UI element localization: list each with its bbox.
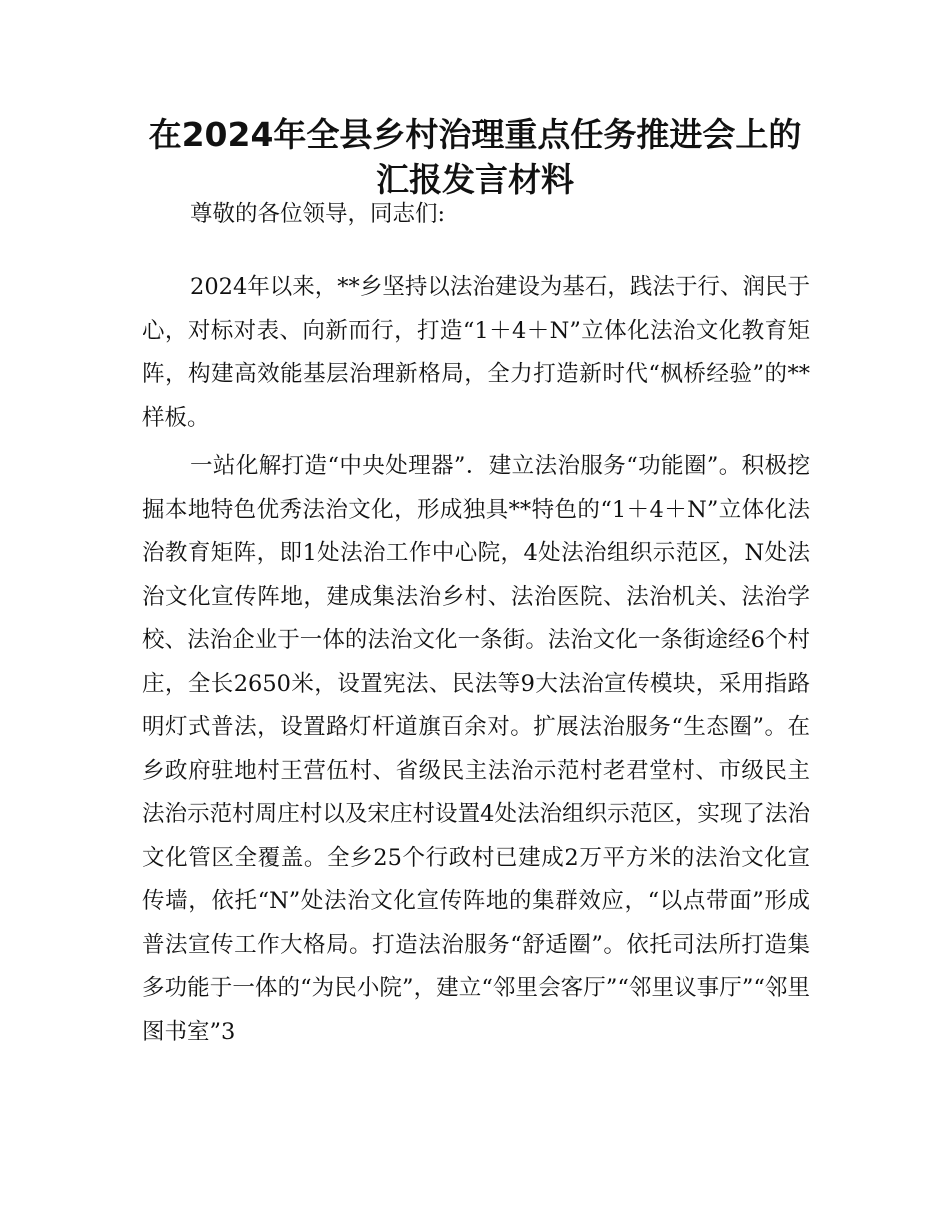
document-title: 在2024年全县乡村治理重点任务推进会上的汇报发言材料 [148,115,802,199]
paragraph-intro: 2024年以来，**乡坚持以法治建设为基石，践法于行、润民于心，对标对表、向新而行，打造“1＋4＋N”立体化法治文化教育矩阵，构建高效能基层治理新格局，全力打造新时代“枫桥经验”的**样板。 [142,274,810,431]
paragraph-legal-service: 一站化解打造“中央处理器”．建立法治服务“功能圈”。积极挖掘本地特色优秀法治文化，形成独具**特色的“1＋4＋N”立体化法治教育矩阵，即1处法治工作中心院，4处法治组织示范区，N处法治文化宣传阵地，建成集法治乡村、法治医院、法治机关、法治学校、法治企业于一体的法治文化一条街。法治文化一条街途经6个村庄，全长2650米，设置宪法、民法等9大法治宣传模块，采用指路明灯式普法，设置路灯杆道旗百余对。扩展法治服务“生态圈”。在乡政府驻地村王营伍村、省级民主法治示范村老君堂村、市级民主法治示范村周庄村以及宋庄村设置4处法治组织示范区，实现了法治文化管区全覆盖。全乡25个行政村已建成2万平方米的法治文化宣传墙，依托“N”处法治文化宣传阵地的集群效应，“以点带面”形成普法宣传工作大格局。打造法治服务“舒适圈”。依托司法所打造集多功能于一体的“为民小院”，建立“邻里会客厅”“邻里议事厅”“邻里图书室”3 [142,453,810,1045]
salutation: 尊敬的各位领导，同志们: [190,201,446,227]
